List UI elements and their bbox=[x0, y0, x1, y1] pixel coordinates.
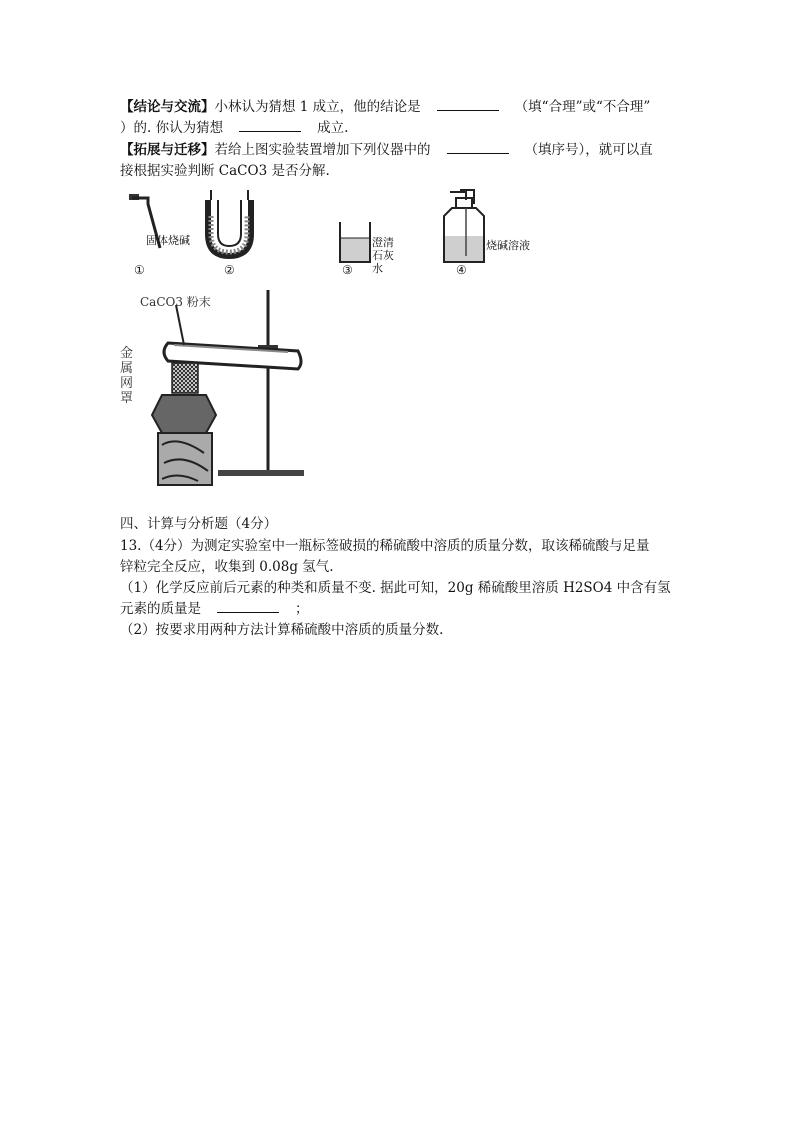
q13-line-2: 锌粒完全反应，收集到 0.08g 氢气. bbox=[120, 559, 334, 575]
q13-sub1-line-1: （1）化学反应前后元素的种类和质量不变. 据此可知，20g 稀硫酸里溶质 H2SO4 中含有氢 bbox=[120, 580, 671, 596]
extension-heading: 【拓展与迁移】 bbox=[120, 142, 215, 158]
extension-line-1 bbox=[120, 141, 653, 159]
conclusion-hint: （填“合理”或“不合理” bbox=[514, 99, 651, 115]
apparatus-label-side: 金属网罩 bbox=[120, 346, 134, 406]
q13-sub1-line-2 bbox=[120, 600, 309, 618]
q13-line-1: 13.（4分）为测定实验室中一瓶标签破损的稀硫酸中溶质的质量分数，取该稀硫酸与足量 bbox=[120, 538, 650, 554]
instrument-label-2: 固体烧碱 bbox=[146, 234, 190, 247]
u-tube-icon bbox=[208, 190, 251, 256]
wash-bottle-icon bbox=[444, 190, 484, 262]
instrument-label-3: 澄清石灰水 bbox=[372, 236, 394, 275]
apparatus-label-top: CaCO3 粉末 bbox=[140, 295, 211, 309]
instrument-num-3: ③ bbox=[342, 263, 353, 277]
instrument-label-4: 烧碱溶液 bbox=[486, 239, 530, 252]
conclusion-text-2: ）的. 你认为猜想 bbox=[120, 120, 224, 136]
conclusion-line-2 bbox=[120, 119, 348, 137]
answer-blank-3[interactable] bbox=[447, 141, 509, 154]
beaker-icon bbox=[340, 222, 370, 262]
apparatus-figure bbox=[118, 285, 328, 490]
extension-hint: （填序号），就可以直 bbox=[524, 142, 653, 158]
conclusion-text-3: 成立. bbox=[317, 120, 349, 136]
section-title: 四、计算与分析题（4分） bbox=[120, 516, 278, 532]
q13-sub1-text: 元素的质量是 bbox=[120, 601, 201, 617]
extension-text-2: 接根据实验判断 CaCO3 是否分解. bbox=[120, 163, 330, 179]
instrument-num-2: ② bbox=[224, 263, 235, 277]
answer-blank-1[interactable] bbox=[437, 98, 499, 111]
instrument-num-4: ④ bbox=[456, 263, 467, 277]
q13-sub2: （2）按要求用两种方法计算稀硫酸中溶质的质量分数. bbox=[120, 622, 444, 638]
extension-text: 若给上图实验装置增加下列仪器中的 bbox=[214, 142, 431, 158]
answer-blank-4[interactable] bbox=[217, 600, 279, 613]
q13-sub1-end: ； bbox=[295, 601, 309, 617]
instrument-num-1: ① bbox=[134, 263, 145, 277]
extension-line-2 bbox=[120, 162, 330, 180]
conclusion-line-1 bbox=[120, 98, 650, 116]
answer-blank-2[interactable] bbox=[239, 119, 301, 132]
conclusion-text: 小林认为猜想 1 成立，他的结论是 bbox=[214, 99, 421, 115]
conclusion-heading: 【结论与交流】 bbox=[120, 99, 215, 115]
